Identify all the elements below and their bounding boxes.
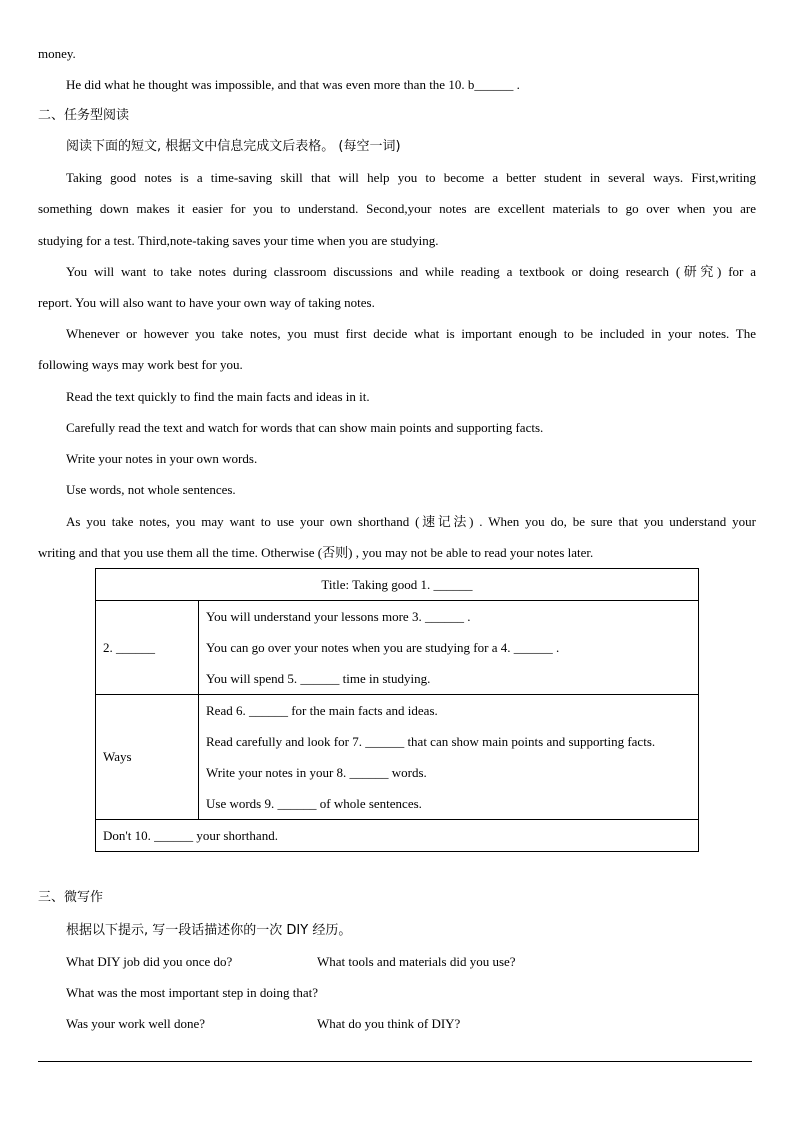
notes-table	[95, 568, 699, 852]
writing-prompt: What DIY job did you once do?	[66, 954, 233, 969]
intro-tail-line-1: money.	[38, 46, 76, 61]
passage-line-9: Carefully read the text and watch for words that can show main points and supporting facts.	[66, 420, 544, 435]
writing-prompt: Was your work well done?	[66, 1016, 206, 1031]
table-row1-item: You can go over your notes when you are studying for a 4. ______ .	[206, 640, 560, 655]
passage-line-1: Taking good notes is a time-saving skill that will help you to become a better student in several ways. First,writing	[66, 170, 756, 185]
passage-line-5: report. You will also want to have your own way of taking notes.	[38, 295, 375, 310]
table-row2-item: Read carefully and look for 7. ______ that can show main points and supporting facts.	[206, 734, 656, 749]
table-row2-content	[199, 695, 699, 820]
answer-line	[38, 1061, 752, 1062]
section3-instruction: 根据以下提示, 写一段话描述你的一次 DIY 经历。	[66, 923, 352, 938]
table-row2-item: Read 6. ______ for the main facts and ideas.	[206, 703, 438, 718]
section3-heading: 三、微写作	[38, 890, 104, 905]
passage-line-10: Write your notes in your own words.	[66, 451, 258, 466]
table-row2-item: Write your notes in your 8. ______ words.	[206, 765, 427, 780]
passage-line-6: Whenever or however you take notes, you must first decide what is important enough to be included in your notes. The	[66, 326, 756, 341]
section2-heading: 二、任务型阅读	[38, 108, 130, 123]
passage-line-4: You will want to take notes during classroom discussions and while reading a textbook or doing research (研究) for a	[66, 264, 756, 279]
table-row2-item: Use words 9. ______ of whole sentences.	[206, 796, 422, 811]
table-row1-item: You will understand your lessons more 3. ______ .	[206, 609, 471, 624]
table-row2-label: Ways	[96, 695, 199, 820]
table-row1-item: You will spend 5. ______ time in studying.	[206, 671, 431, 686]
table-footer: Don't 10. ______ your shorthand.	[96, 820, 699, 852]
passage-line-13: writing and that you use them all the time. Otherwise (否则) , you may not be able to read your notes later.	[38, 545, 594, 560]
passage-line-11: Use words, not whole sentences.	[66, 482, 236, 497]
writing-prompt: What was the most important step in doing that?	[66, 985, 319, 1000]
passage-line-12: As you take notes, you may want to use your own shorthand (速记法) . When you do, be sure that you understand your	[66, 514, 756, 529]
writing-prompt: What tools and materials did you use?	[317, 954, 516, 969]
passage-line-2: something down makes it easier for you to understand. Second,your notes are excellent materials to go over when you are	[38, 201, 756, 216]
intro-tail-line-2: He did what he thought was impossible, and that was even more than the 10. b______ .	[66, 77, 520, 92]
passage-line-8: Read the text quickly to find the main facts and ideas in it.	[66, 389, 370, 404]
table-row1-label: 2. ______	[96, 601, 199, 695]
passage-line-3: studying for a test. Third,note-taking saves your time when you are studying.	[38, 233, 439, 248]
table-title: Title: Taking good 1. ______	[96, 569, 699, 601]
section2-instruction: 阅读下面的短文, 根据文中信息完成文后表格。 (每空一词)	[66, 139, 401, 154]
passage-line-7: following ways may work best for you.	[38, 357, 243, 372]
writing-prompt: What do you think of DIY?	[317, 1016, 461, 1031]
table-row1-content	[199, 601, 699, 695]
